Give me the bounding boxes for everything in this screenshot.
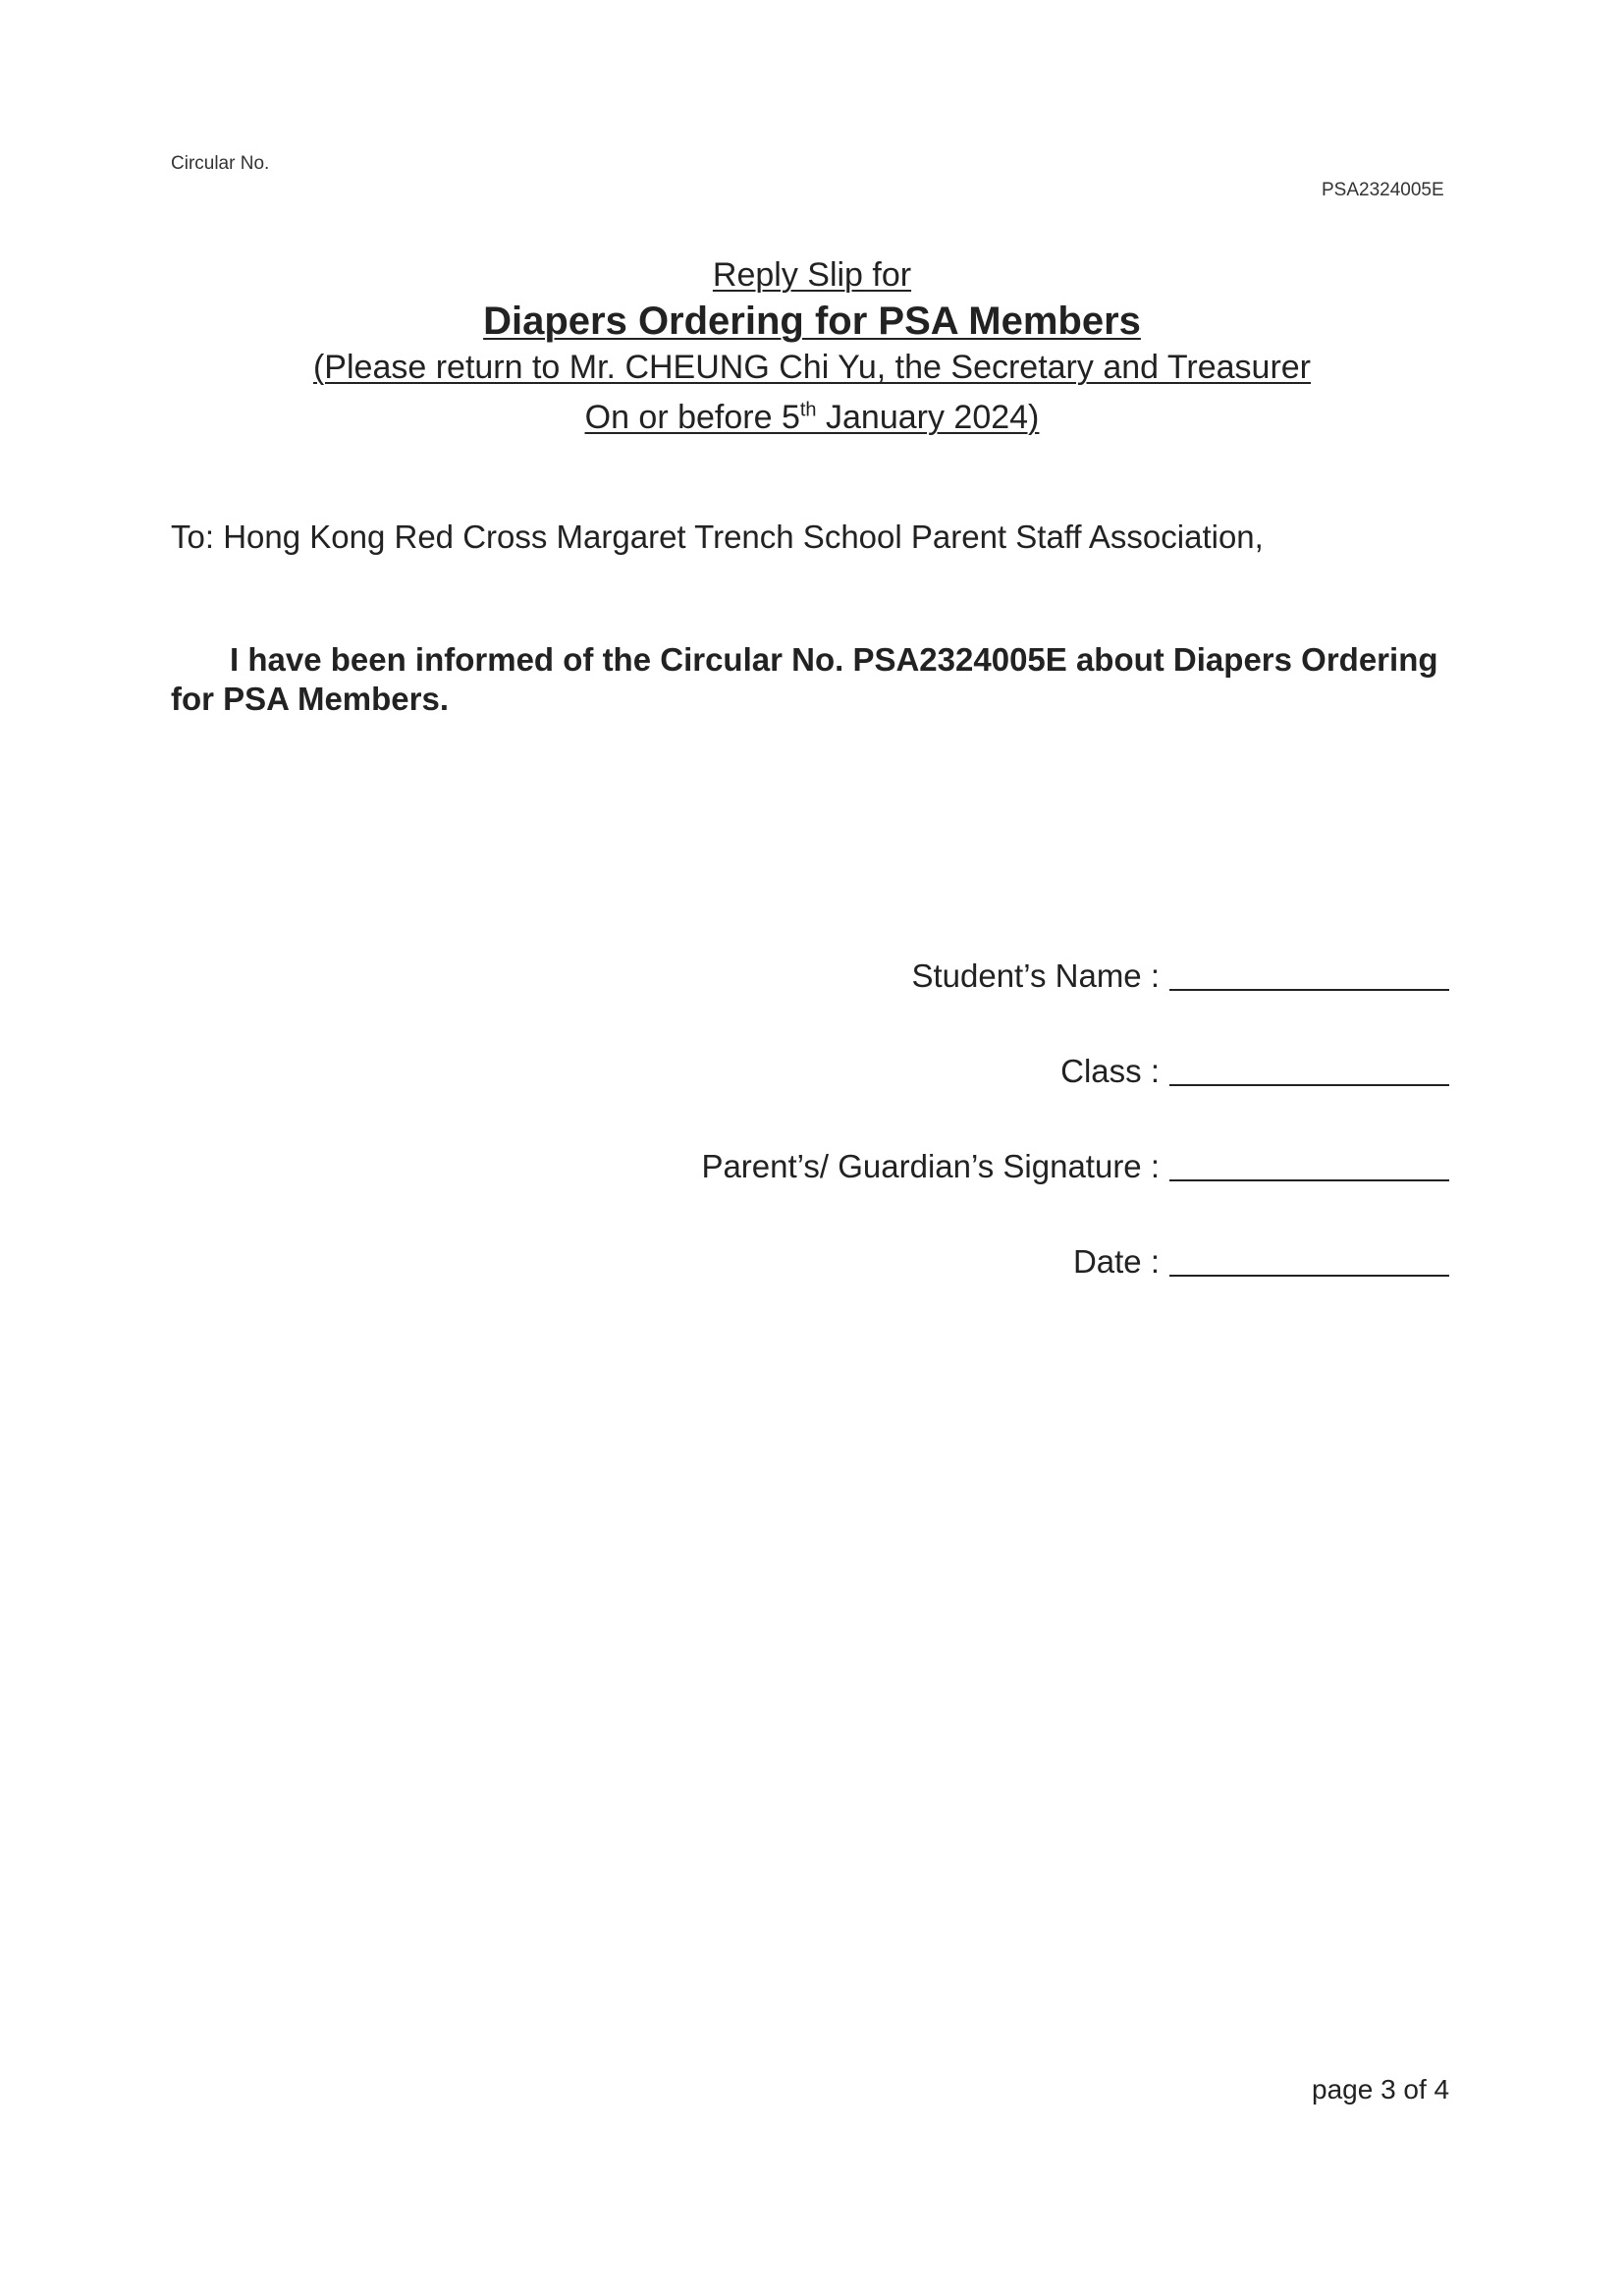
title-main: Diapers Ordering for PSA Members: [483, 300, 1141, 343]
date-field[interactable]: [1073, 1243, 1449, 1281]
recipient-line: To: Hong Kong Red Cross Margaret Trench School Parent Staff Association,: [171, 519, 1264, 555]
class-label: Class :: [1060, 1053, 1160, 1089]
title-return-instruction: (Please return to Mr. CHEUNG Chi Yu, the Secretary and Treasurer: [312, 349, 1311, 386]
acknowledgement-paragraph: I have been informed of the Circular No. PSA2324005E about Diapers Ordering for PSA Members.: [171, 641, 1438, 717]
student-name-blank[interactable]: [1169, 988, 1449, 991]
title-block: [0, 253, 1624, 439]
signature-blank[interactable]: [1169, 1178, 1449, 1181]
circular-number-label: Circular No.: [171, 153, 270, 174]
date-blank[interactable]: [1169, 1274, 1449, 1277]
student-name-label: Student’s Name :: [911, 957, 1160, 994]
class-blank[interactable]: [1169, 1083, 1449, 1086]
circular-reference: PSA2324005E: [1322, 180, 1444, 200]
title-deadline: On or before 5th January 2024): [584, 399, 1040, 437]
page-number: page 3 of 4: [1312, 2074, 1450, 2105]
title-reply-slip: Reply Slip for: [712, 256, 912, 294]
signature-label: Parent’s/ Guardian’s Signature :: [701, 1148, 1160, 1184]
class-field[interactable]: [1060, 1053, 1449, 1090]
date-label: Date :: [1072, 1243, 1160, 1280]
signature-field[interactable]: [701, 1148, 1449, 1185]
student-name-field[interactable]: [911, 957, 1449, 995]
